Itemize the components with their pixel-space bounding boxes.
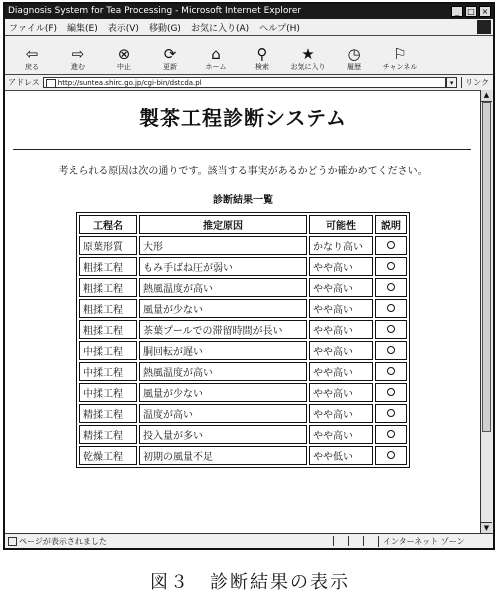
cell-possibility: かなり高い bbox=[309, 236, 373, 255]
minimize-button[interactable]: _ bbox=[451, 6, 463, 17]
cell-possibility: やや高い bbox=[309, 257, 373, 276]
explanation-radio[interactable] bbox=[387, 430, 395, 438]
table-header-row bbox=[79, 215, 407, 234]
address-label: アドレス bbox=[8, 78, 40, 87]
cell-process: 乾燥工程 bbox=[79, 446, 137, 465]
scroll-up-icon[interactable]: ▲ bbox=[481, 90, 492, 102]
cell-cause: 初期の風量不足 bbox=[139, 446, 307, 465]
table-row bbox=[79, 320, 407, 339]
cell-cause: 風量が少ない bbox=[139, 383, 307, 402]
cell-cause: 茶葉プールでの滞留時間が長い bbox=[139, 320, 307, 339]
address-bar bbox=[5, 75, 493, 91]
refresh-button[interactable] bbox=[147, 46, 193, 74]
cell-cause: 投入量が多い bbox=[139, 425, 307, 444]
cell-possibility: やや低い bbox=[309, 446, 373, 465]
menu-file[interactable]: ファイル(F) bbox=[9, 23, 58, 34]
explanation-radio[interactable] bbox=[387, 409, 395, 417]
table-title: 診断結果一覧 bbox=[213, 195, 273, 206]
refresh-icon: ⟳ bbox=[163, 45, 177, 63]
table-row bbox=[79, 383, 407, 402]
maximize-button[interactable]: □ bbox=[465, 6, 477, 17]
page-title: 製茶工程診断システム bbox=[139, 106, 347, 130]
table-row bbox=[79, 278, 407, 297]
channels-button[interactable] bbox=[377, 46, 423, 74]
cell-possibility: やや高い bbox=[309, 299, 373, 318]
favorites-button[interactable] bbox=[285, 46, 331, 74]
status-bar bbox=[5, 533, 493, 548]
browser-window bbox=[3, 2, 495, 550]
explanation-radio[interactable] bbox=[387, 451, 395, 459]
security-zone: インターネット ゾーン bbox=[378, 536, 493, 547]
cell-process: 中揉工程 bbox=[79, 383, 137, 402]
cell-explanation bbox=[375, 320, 407, 339]
cell-possibility: やや高い bbox=[309, 362, 373, 381]
history-icon: ◷ bbox=[347, 45, 361, 63]
address-dropdown-button[interactable]: ▾ bbox=[446, 77, 457, 88]
cell-process: 粗揉工程 bbox=[79, 320, 137, 339]
scroll-down-icon[interactable]: ▼ bbox=[481, 522, 492, 534]
cell-process: 粗揉工程 bbox=[79, 299, 137, 318]
cell-cause: 温度が高い bbox=[139, 404, 307, 423]
cell-cause: 大形 bbox=[139, 236, 307, 255]
stop-button[interactable] bbox=[101, 46, 147, 74]
cell-explanation bbox=[375, 404, 407, 423]
channels-label: チャンネル bbox=[382, 63, 418, 71]
explanation-radio[interactable] bbox=[387, 388, 395, 396]
menu-bar bbox=[5, 19, 493, 36]
menu-edit[interactable]: 編集(E) bbox=[67, 23, 98, 34]
explanation-radio[interactable] bbox=[387, 346, 395, 354]
cell-possibility: やや高い bbox=[309, 404, 373, 423]
header-possibility: 可能性 bbox=[309, 215, 373, 234]
table-row bbox=[79, 236, 407, 255]
history-label: 履歴 bbox=[347, 63, 361, 71]
favorites-label: お気に入り bbox=[290, 63, 326, 71]
channels-icon: ⚐ bbox=[393, 45, 407, 63]
figure-caption: 図３ 診断結果の表示 bbox=[150, 572, 350, 593]
back-button[interactable] bbox=[9, 46, 55, 74]
divider bbox=[13, 149, 471, 150]
home-label: ホーム bbox=[205, 63, 227, 71]
back-label: 戻る bbox=[25, 63, 39, 71]
vertical-scrollbar[interactable] bbox=[480, 90, 493, 534]
explanation-radio[interactable] bbox=[387, 283, 395, 291]
table-row bbox=[79, 425, 407, 444]
home-icon: ⌂ bbox=[211, 45, 221, 63]
ie-logo-icon bbox=[477, 20, 491, 34]
cell-cause: 胴回転が遅い bbox=[139, 341, 307, 360]
home-button[interactable] bbox=[193, 46, 239, 74]
cell-explanation bbox=[375, 278, 407, 297]
cell-possibility: やや高い bbox=[309, 278, 373, 297]
cell-explanation bbox=[375, 236, 407, 255]
status-cell bbox=[363, 536, 378, 546]
cell-explanation bbox=[375, 425, 407, 444]
header-process: 工程名 bbox=[79, 215, 137, 234]
title-bar bbox=[5, 4, 493, 19]
cell-possibility: やや高い bbox=[309, 320, 373, 339]
forward-label: 進む bbox=[71, 63, 85, 71]
search-icon: ⚲ bbox=[256, 45, 268, 63]
refresh-label: 更新 bbox=[163, 63, 177, 71]
cell-explanation bbox=[375, 341, 407, 360]
status-cell bbox=[333, 536, 348, 546]
search-button[interactable] bbox=[239, 46, 285, 74]
address-input[interactable]: http://suntea.shirc.go.jp/cgi-bin/dstcda.pl bbox=[43, 77, 446, 88]
status-cell bbox=[348, 536, 363, 546]
explanation-radio[interactable] bbox=[387, 241, 395, 249]
menu-view[interactable]: 表示(V) bbox=[107, 23, 139, 34]
intro-text: 考えられる原因は次の通りです。該当する事実があるかどうか確かめてください。 bbox=[58, 166, 428, 177]
menu-help[interactable]: ヘルプ(H) bbox=[259, 23, 300, 34]
cell-explanation bbox=[375, 299, 407, 318]
table-row bbox=[79, 404, 407, 423]
cell-explanation bbox=[375, 446, 407, 465]
cell-explanation bbox=[375, 383, 407, 402]
cell-cause: 熱風温度が高い bbox=[139, 362, 307, 381]
toolbar bbox=[5, 36, 493, 75]
cell-explanation bbox=[375, 362, 407, 381]
links-button[interactable]: リンク bbox=[461, 77, 489, 88]
window-title: Diagnosis System for Tea Processing - Microsoft Internet Explorer bbox=[8, 6, 302, 16]
cell-cause: もみ手ばね圧が弱い bbox=[139, 257, 307, 276]
page-content bbox=[5, 90, 481, 534]
forward-button[interactable] bbox=[55, 46, 101, 74]
explanation-radio[interactable] bbox=[387, 325, 395, 333]
diagnosis-result-table bbox=[76, 212, 410, 468]
table-row bbox=[79, 341, 407, 360]
table-row bbox=[79, 446, 407, 465]
cell-process: 中揉工程 bbox=[79, 341, 137, 360]
cell-process: 精揉工程 bbox=[79, 425, 137, 444]
header-explanation: 説明 bbox=[375, 215, 407, 234]
explanation-radio[interactable] bbox=[387, 367, 395, 375]
header-cause: 推定原因 bbox=[139, 215, 307, 234]
search-label: 検索 bbox=[255, 63, 269, 71]
table-row bbox=[79, 362, 407, 381]
cell-cause: 熱風温度が高い bbox=[139, 278, 307, 297]
cell-process: 粗揉工程 bbox=[79, 278, 137, 297]
favorites-icon: ★ bbox=[301, 45, 315, 63]
table-row bbox=[79, 299, 407, 318]
explanation-radio[interactable] bbox=[387, 304, 395, 312]
back-arrow-icon: ⇦ bbox=[25, 45, 39, 63]
forward-arrow-icon: ⇨ bbox=[71, 45, 85, 63]
status-text: ページが表示されました bbox=[5, 536, 333, 547]
cell-process: 粗揉工程 bbox=[79, 257, 137, 276]
cell-process: 原葉形質 bbox=[79, 236, 137, 255]
menu-go[interactable]: 移動(G) bbox=[148, 23, 181, 34]
menu-favorites[interactable]: お気に入り(A) bbox=[190, 23, 250, 34]
cell-possibility: やや高い bbox=[309, 383, 373, 402]
cell-possibility: やや高い bbox=[309, 341, 373, 360]
stop-icon: ⊗ bbox=[117, 45, 131, 63]
cell-possibility: やや高い bbox=[309, 425, 373, 444]
scroll-thumb[interactable] bbox=[482, 102, 491, 432]
cell-explanation bbox=[375, 257, 407, 276]
cell-process: 精揉工程 bbox=[79, 404, 137, 423]
cell-cause: 風量が少ない bbox=[139, 299, 307, 318]
history-button[interactable] bbox=[331, 46, 377, 74]
close-button[interactable]: × bbox=[479, 6, 491, 17]
cell-process: 中揉工程 bbox=[79, 362, 137, 381]
stop-label: 中止 bbox=[117, 63, 131, 71]
table-row bbox=[79, 257, 407, 276]
explanation-radio[interactable] bbox=[387, 262, 395, 270]
